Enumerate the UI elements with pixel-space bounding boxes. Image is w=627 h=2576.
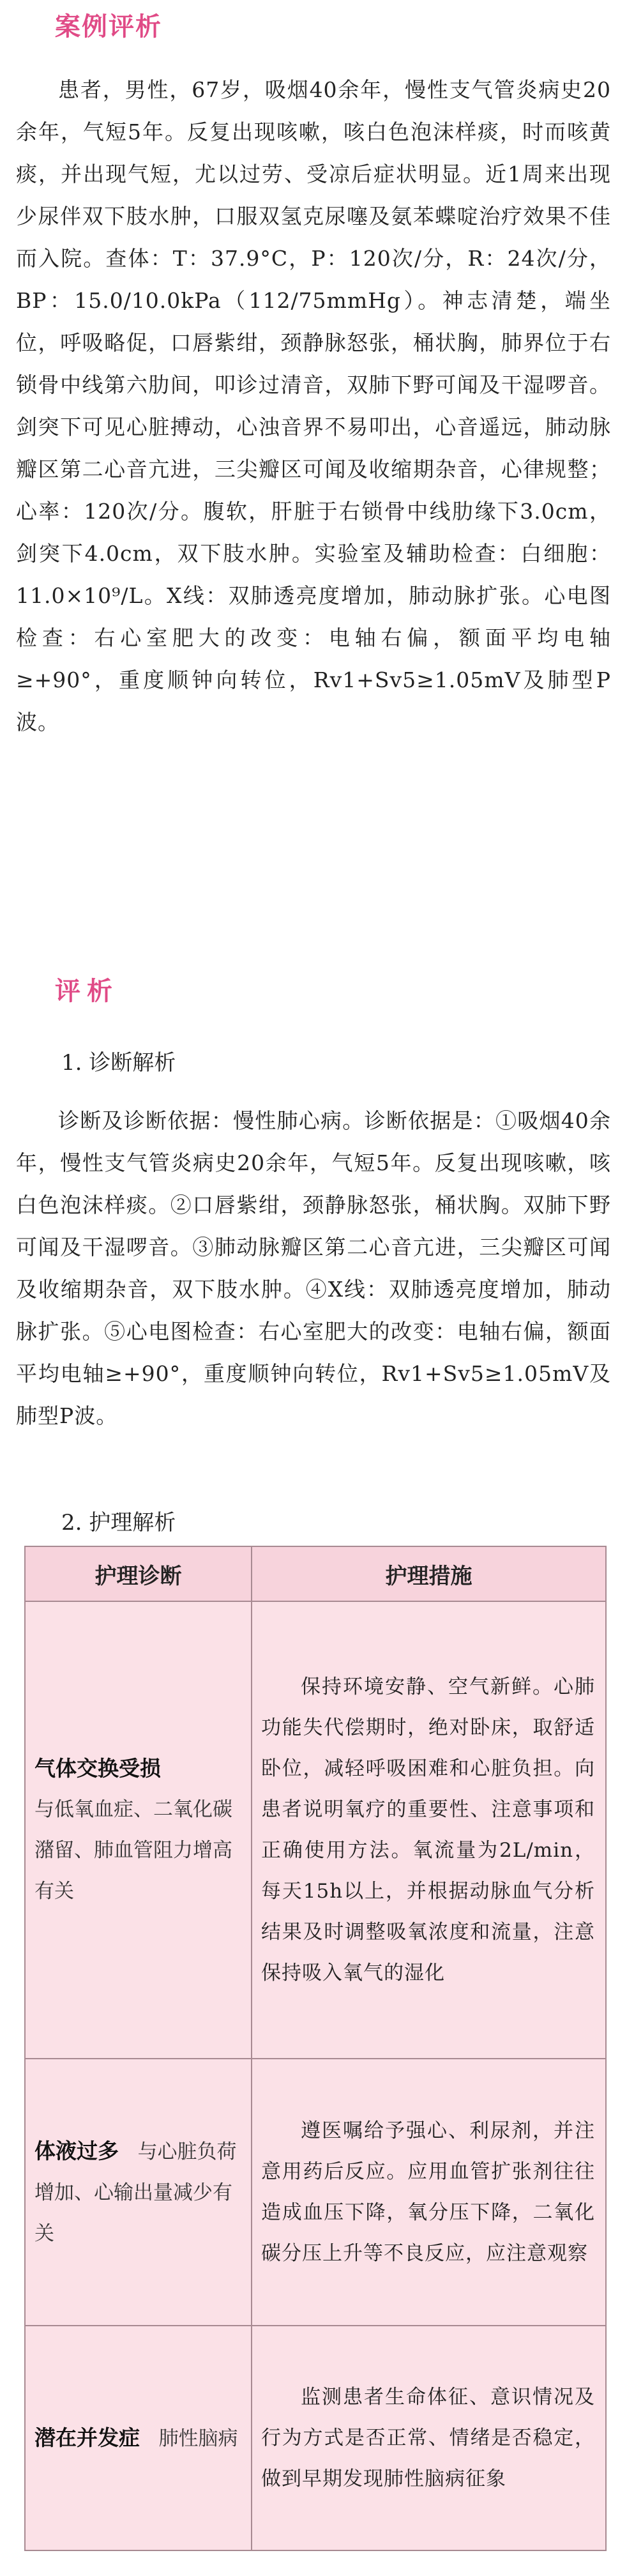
diagnosis-cell bbox=[25, 2326, 252, 2550]
care-table bbox=[24, 1546, 607, 2551]
table-row bbox=[25, 1601, 606, 2059]
measures-cell: 监测患者生命体征、意识情况及行为方式是否正常、情绪是否稳定，做到早期发现肺性脑病征象 bbox=[252, 2326, 606, 2550]
nursing-heading: 2. 护理解析 bbox=[61, 1510, 176, 1536]
diagnosis-name: 气体交换受损 bbox=[34, 1756, 161, 1781]
diagnosis-reason: 与低氧血症、二氧化碳潴留、肺血管阻力增高有关 bbox=[34, 1798, 232, 1903]
case-description: 患者，男性，67岁，吸烟40余年，慢性支气管炎病史20余年，气短5年。反复出现咳嗽，咳白色泡沫样痰，时而咳黄痰，并出现气短，尤以过劳、受凉后症状明显。近1周来出现少尿伴双下肢水肿，口服双氢克尿噻及氨苯蝶啶治疗效果不佳而入院。查体：T：37.9°C，P：120次/分，R：24次/分，BP：15.0/10.0kPa（112/75mmHg）。神志清楚，端坐位，呼吸略促，口唇紫绀，颈静脉怒张，桶状胸，肺界位于右锁骨中线第六肋间，叩诊过清音，双肺下野可闻及干湿啰音。剑突下可见心脏搏动，心浊音界不易叩出，心音遥远，肺动脉瓣区第二心音亢进，三尖瓣区可闻及收缩期杂音，心律规整；心率：120次/分。腹软，肝脏于右锁骨中线肋缘下3.0cm，剑突下4.0cm，双下肢水肿。实验室及辅助检查：白细胞：11.0×10⁹/L。X线：双肺透亮度增加，肺动脉扩张。心电图检查：右心室肥大的改变：电轴右偏，额面平均电轴≥+90°，重度顺钟向转位，Rv1+Sv5≥1.05mV及肺型P波。 bbox=[16, 77, 611, 735]
table-row bbox=[25, 2059, 606, 2326]
diagnosis-reason: 肺性脑病 bbox=[158, 2427, 238, 2450]
table-row bbox=[25, 2326, 606, 2550]
diagnosis-reason: 与心脏负荷增加、心输出量减少有关 bbox=[34, 2140, 237, 2245]
diagnosis-text: 诊断及诊断依据：慢性肺心病。诊断依据是：①吸烟40余年，慢性支气管炎病史20余年，气短5年。反复出现咳嗽，咳白色泡沫样痰。②口唇紫绀，颈静脉怒张，桶状胸。双肺下野可闻及干湿啰音。③肺动脉瓣区第二心音亢进，三尖瓣区可闻及收缩期杂音，双下肢水肿。④X线：双肺透亮度增加，肺动脉扩张。⑤心电图检查：右心室肥大的改变：电轴右偏，额面平均电轴≥+90°，重度顺钟向转位，Rv1+Sv5≥1.05mV及肺型P波。 bbox=[16, 1108, 611, 1428]
measures-cell: 保持环境安静、空气新鲜。心肺功能失代偿期时，绝对卧床，取舒适卧位，减轻呼吸困难和心脏负担。向患者说明氧疗的重要性、注意事项和正确使用方法。氧流量为2L/min，每天15h以上，并根据动脉血气分析结果及时调整吸氧浓度和流量，注意保持吸入氧气的湿化 bbox=[252, 1601, 606, 2059]
analysis-section-title: 评析 bbox=[55, 977, 119, 1006]
diagnosis-cell bbox=[25, 2059, 252, 2326]
header-nursing-diagnosis: 护理诊断 bbox=[25, 1546, 252, 1601]
header-nursing-measures: 护理措施 bbox=[252, 1546, 606, 1601]
diagnosis-name: 潜在并发症 bbox=[34, 2425, 140, 2450]
case-section-title: 案例评析 bbox=[55, 12, 162, 42]
diagnosis-name: 体液过多 bbox=[34, 2138, 119, 2163]
measures-cell: 遵医嘱给予强心、利尿剂，并注意用药后反应。应用血管扩张剂往往造成血压下降，氧分压下降，二氧化碳分压上升等不良反应，应注意观察 bbox=[252, 2059, 606, 2326]
diagnosis-cell bbox=[25, 1601, 252, 2059]
diagnosis-heading: 1. 诊断解析 bbox=[61, 1050, 176, 1076]
table-header-row bbox=[25, 1546, 606, 1601]
